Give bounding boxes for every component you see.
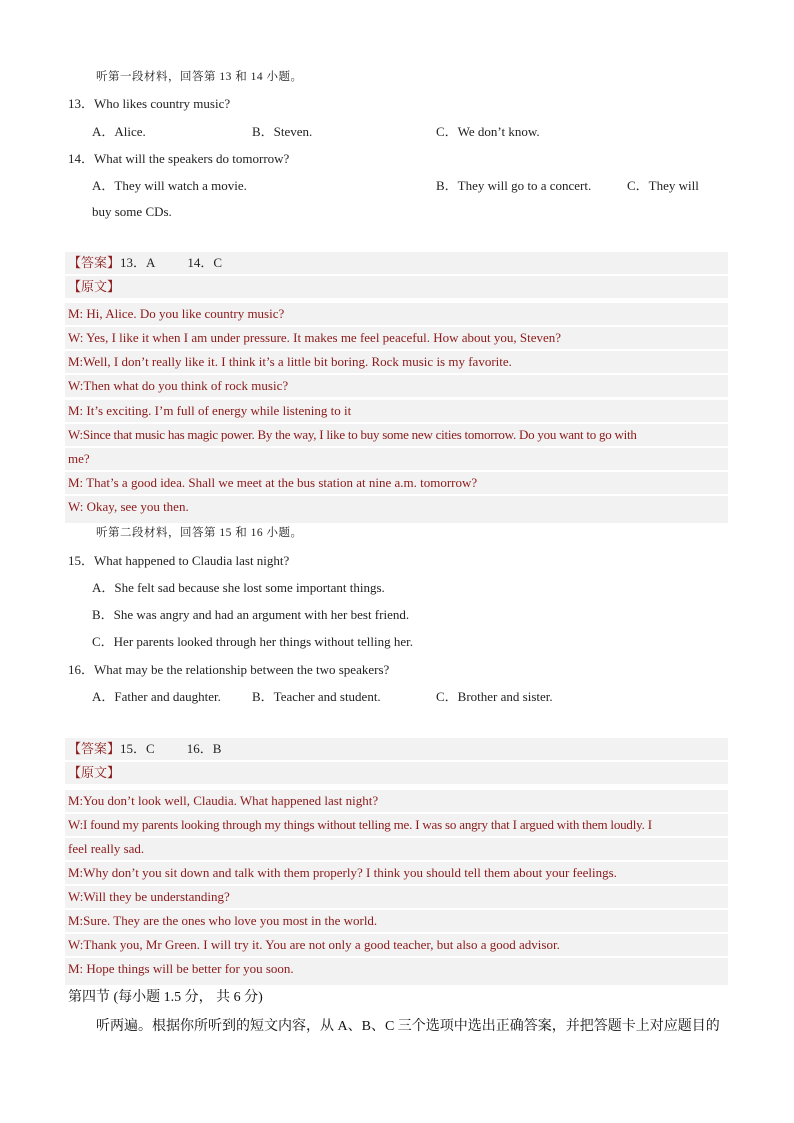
script-line: W:Since that music has magic power. By the way, I like to buy some new cities tomorrow. Do you want to go with	[65, 424, 728, 447]
script-line: feel really sad.	[65, 838, 728, 861]
script-line: W:Will they be understanding?	[65, 886, 728, 909]
answer-row	[65, 252, 728, 275]
q13-option-a: A．Alice.	[92, 124, 146, 139]
question-16: 16．What may be the relationship between the two speakers?	[68, 662, 390, 677]
script-line: W:I found my parents looking through my things without telling me. I was so angry that I argued with them loudly. I	[65, 814, 728, 837]
script-line: M:Sure. They are the ones who love you most in the world.	[65, 910, 728, 933]
answer-label: 【答案】	[68, 741, 121, 756]
script-line: W:Thank you, Mr Green. I will try it. You are not only a good teacher, but also a good advisor.	[65, 934, 728, 957]
script-line: M:You don’t look well, Claudia. What happened last night?	[65, 790, 728, 813]
script-line: W:Then what do you think of rock music?	[65, 375, 728, 398]
part1-answer-block	[65, 252, 728, 524]
q15-option-a: A．She felt sad because she lost some important things.	[92, 580, 385, 595]
q16-option-c: C．Brother and sister.	[436, 689, 553, 704]
script-label: 【原文】	[65, 276, 728, 299]
q13-option-c: C．We don’t know.	[436, 124, 540, 139]
answer-label: 【答案】	[68, 255, 121, 270]
answer-13: 13．A	[120, 255, 156, 270]
q16-option-a: A．Father and daughter.	[92, 689, 221, 704]
script-line: M: That’s a good idea. Shall we meet at the bus station at nine a.m. tomorrow?	[65, 472, 728, 495]
q14-option-c-continued: buy some CDs.	[92, 204, 172, 219]
q15-option-c: C．Her parents looked through her things without telling her.	[92, 634, 413, 649]
script-line: W: Okay, see you then.	[65, 496, 728, 524]
answer-14: 14．C	[187, 255, 223, 270]
answer-15: 15．C	[120, 741, 155, 756]
answer-16: 16．B	[186, 741, 222, 756]
q14-option-b: B．They will go to a concert.	[436, 178, 592, 193]
part2-answer-block	[65, 738, 728, 986]
script-line: M:Why don’t you sit down and talk with them properly? I think you should tell them about your feelings.	[65, 862, 728, 885]
script-line: M: Hope things will be better for you soon.	[65, 958, 728, 986]
script-line: M: It’s exciting. I’m full of energy while listening to it	[65, 400, 728, 423]
q15-option-b: B．She was angry and had an argument with her best friend.	[92, 607, 410, 622]
script-label: 【原文】	[65, 762, 728, 785]
question-14: 14．What will the speakers do tomorrow?	[68, 151, 290, 166]
q13-option-b: B．Steven.	[252, 124, 313, 139]
part1-instruction: 听第一段材料，回答第 13 和 14 小题。	[96, 71, 303, 83]
q14-option-a: A．They will watch a movie.	[92, 178, 247, 193]
section4-title: 第四节 (每小题 1.5 分， 共 6 分)	[68, 990, 263, 1005]
question-13: 13．Who likes country music?	[68, 96, 231, 111]
question-15: 15．What happened to Claudia last night?	[68, 553, 290, 568]
q14-option-c: C．They will	[627, 178, 699, 193]
script-line: M: Hi, Alice. Do you like country music?	[65, 303, 728, 326]
section4-instruction: 听两遍。根据你所听到的短文内容，从 A、B、C 三个选项中选出正确答案，并把答题卡上对应题目的	[96, 1019, 720, 1034]
part2-instruction: 听第二段材料，回答第 15 和 16 小题。	[96, 527, 303, 539]
script-line: W: Yes, I like it when I am under pressure. It makes me feel peaceful. How about you, Steven?	[65, 327, 728, 350]
q16-option-b: B．Teacher and student.	[252, 689, 381, 704]
script-line: me?	[65, 448, 728, 471]
answer-row	[65, 738, 728, 761]
script-line: M:Well, I don’t really like it. I think it’s a little bit boring. Rock music is my favorite.	[65, 351, 728, 374]
